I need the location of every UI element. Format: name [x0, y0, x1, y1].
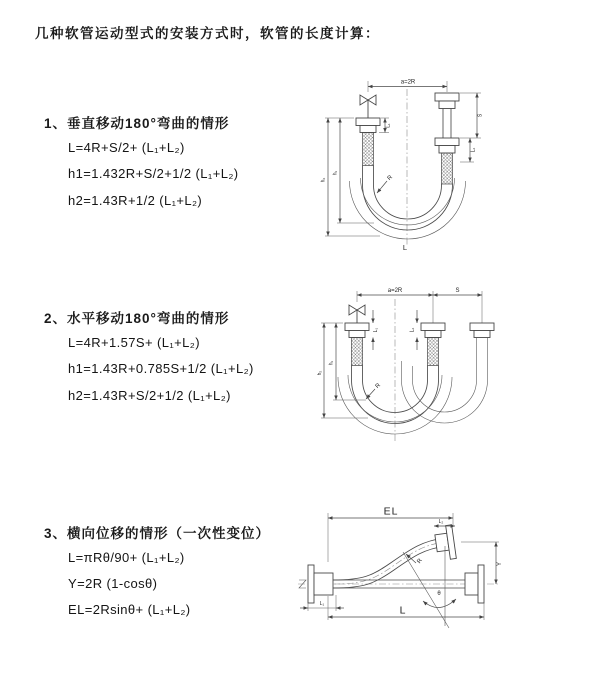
right-flange-fitting-upper — [435, 93, 459, 109]
hose-s-curve-displaced — [333, 538, 446, 588]
hose-u-bend-position2 — [402, 338, 488, 424]
radius-label: R — [416, 557, 424, 565]
dim-l1-label: L₁ — [385, 123, 392, 128]
dim-l1 — [373, 310, 379, 350]
dim-l2 — [460, 138, 477, 162]
dim-h2-label: h₂ — [320, 177, 327, 183]
diagram-vertical-180-bend — [318, 73, 498, 253]
section2-heading: 2、水平移动180°弯曲的情形 — [44, 311, 230, 326]
section1-formula-l: L=4R+S/2+ (L₁+L₂) — [68, 140, 185, 155]
right-flange-fitting-lower — [435, 138, 459, 153]
dim-h1-label: h₁ — [328, 360, 335, 366]
dim-el-label: EL — [383, 505, 399, 518]
right-flange-fitting — [470, 323, 494, 338]
dim-s — [433, 288, 482, 323]
dim-l1 — [300, 595, 344, 611]
valve-icon — [360, 95, 376, 118]
hose-braid-left — [352, 338, 363, 366]
middle-flange-fitting — [421, 323, 445, 338]
length-label: L — [402, 243, 408, 252]
left-flange-fitting — [356, 118, 380, 133]
section3-formula-y: Y=2R (1-cosθ) — [68, 576, 158, 591]
hose-braid-right — [442, 153, 453, 184]
dim-s-label: S — [455, 288, 460, 294]
dim-l1-label: L₁ — [319, 601, 325, 607]
hose-braid-left — [363, 133, 374, 166]
section2-formula-l: L=4R+1.57S+ (L₁+L₂) — [68, 335, 200, 350]
dim-l2-label: L₂ — [409, 327, 416, 333]
radius-label: R — [374, 382, 382, 390]
section3-formula-l: L=πRθ/90+ (L₁+L₂) — [68, 550, 185, 565]
dim-l-label: L — [399, 604, 407, 617]
dim-a2r — [368, 80, 447, 93]
radius-label: R — [386, 174, 394, 182]
dim-l2-label: L₂ — [438, 519, 444, 525]
valve-icon — [349, 305, 365, 323]
radius-callout — [366, 382, 382, 399]
dim-l — [328, 596, 484, 620]
diagram-horizontal-180-bend — [318, 283, 510, 455]
dim-l1-label: L₁ — [373, 327, 379, 333]
section3-formula-el: EL=2Rsinθ+ (L₁+L₂) — [68, 602, 191, 617]
section1-formula-h2: h2=1.43R+1/2 (L₁+L₂) — [68, 193, 203, 208]
dim-h2-label: h₂ — [316, 370, 323, 376]
dim-l2 — [410, 310, 418, 350]
dim-a2r-label: a=2R — [387, 288, 403, 294]
hose-braid-middle — [428, 338, 439, 366]
section2-formula-h2: h2=1.43R+S/2+1/2 (L₁+L₂) — [68, 388, 231, 403]
left-flange-fitting — [345, 323, 369, 338]
right-flange-original — [465, 565, 484, 603]
dim-s — [460, 93, 484, 138]
section1-heading: 1、垂直移动180°弯曲的情形 — [44, 116, 230, 131]
dim-y-label: Y — [497, 561, 503, 567]
displaced-flange — [435, 525, 456, 560]
angle-theta-label: θ — [437, 591, 441, 597]
page-title: 几种软管运动型式的安装方式时，软管的长度计算： — [35, 26, 380, 41]
diagram-lateral-displacement — [293, 498, 511, 648]
dim-h1-label: h₁ — [332, 170, 339, 176]
dim-l2-label: L₂ — [470, 147, 477, 153]
dim-l1 — [379, 118, 392, 133]
dim-s-label: S — [477, 113, 484, 118]
section2-formula-h1: h1=1.43R+0.785S+1/2 (L₁+L₂) — [68, 361, 254, 376]
section3-heading: 3、横向位移的情形（一次性变位） — [44, 526, 271, 541]
section1-formula-h1: h1=1.432R+S/2+1/2 (L₁+L₂) — [68, 166, 239, 181]
dim-el — [328, 506, 453, 563]
dim-a2r-label: a=2R — [400, 79, 416, 86]
left-flange — [308, 565, 333, 603]
radius-callout — [377, 174, 394, 193]
